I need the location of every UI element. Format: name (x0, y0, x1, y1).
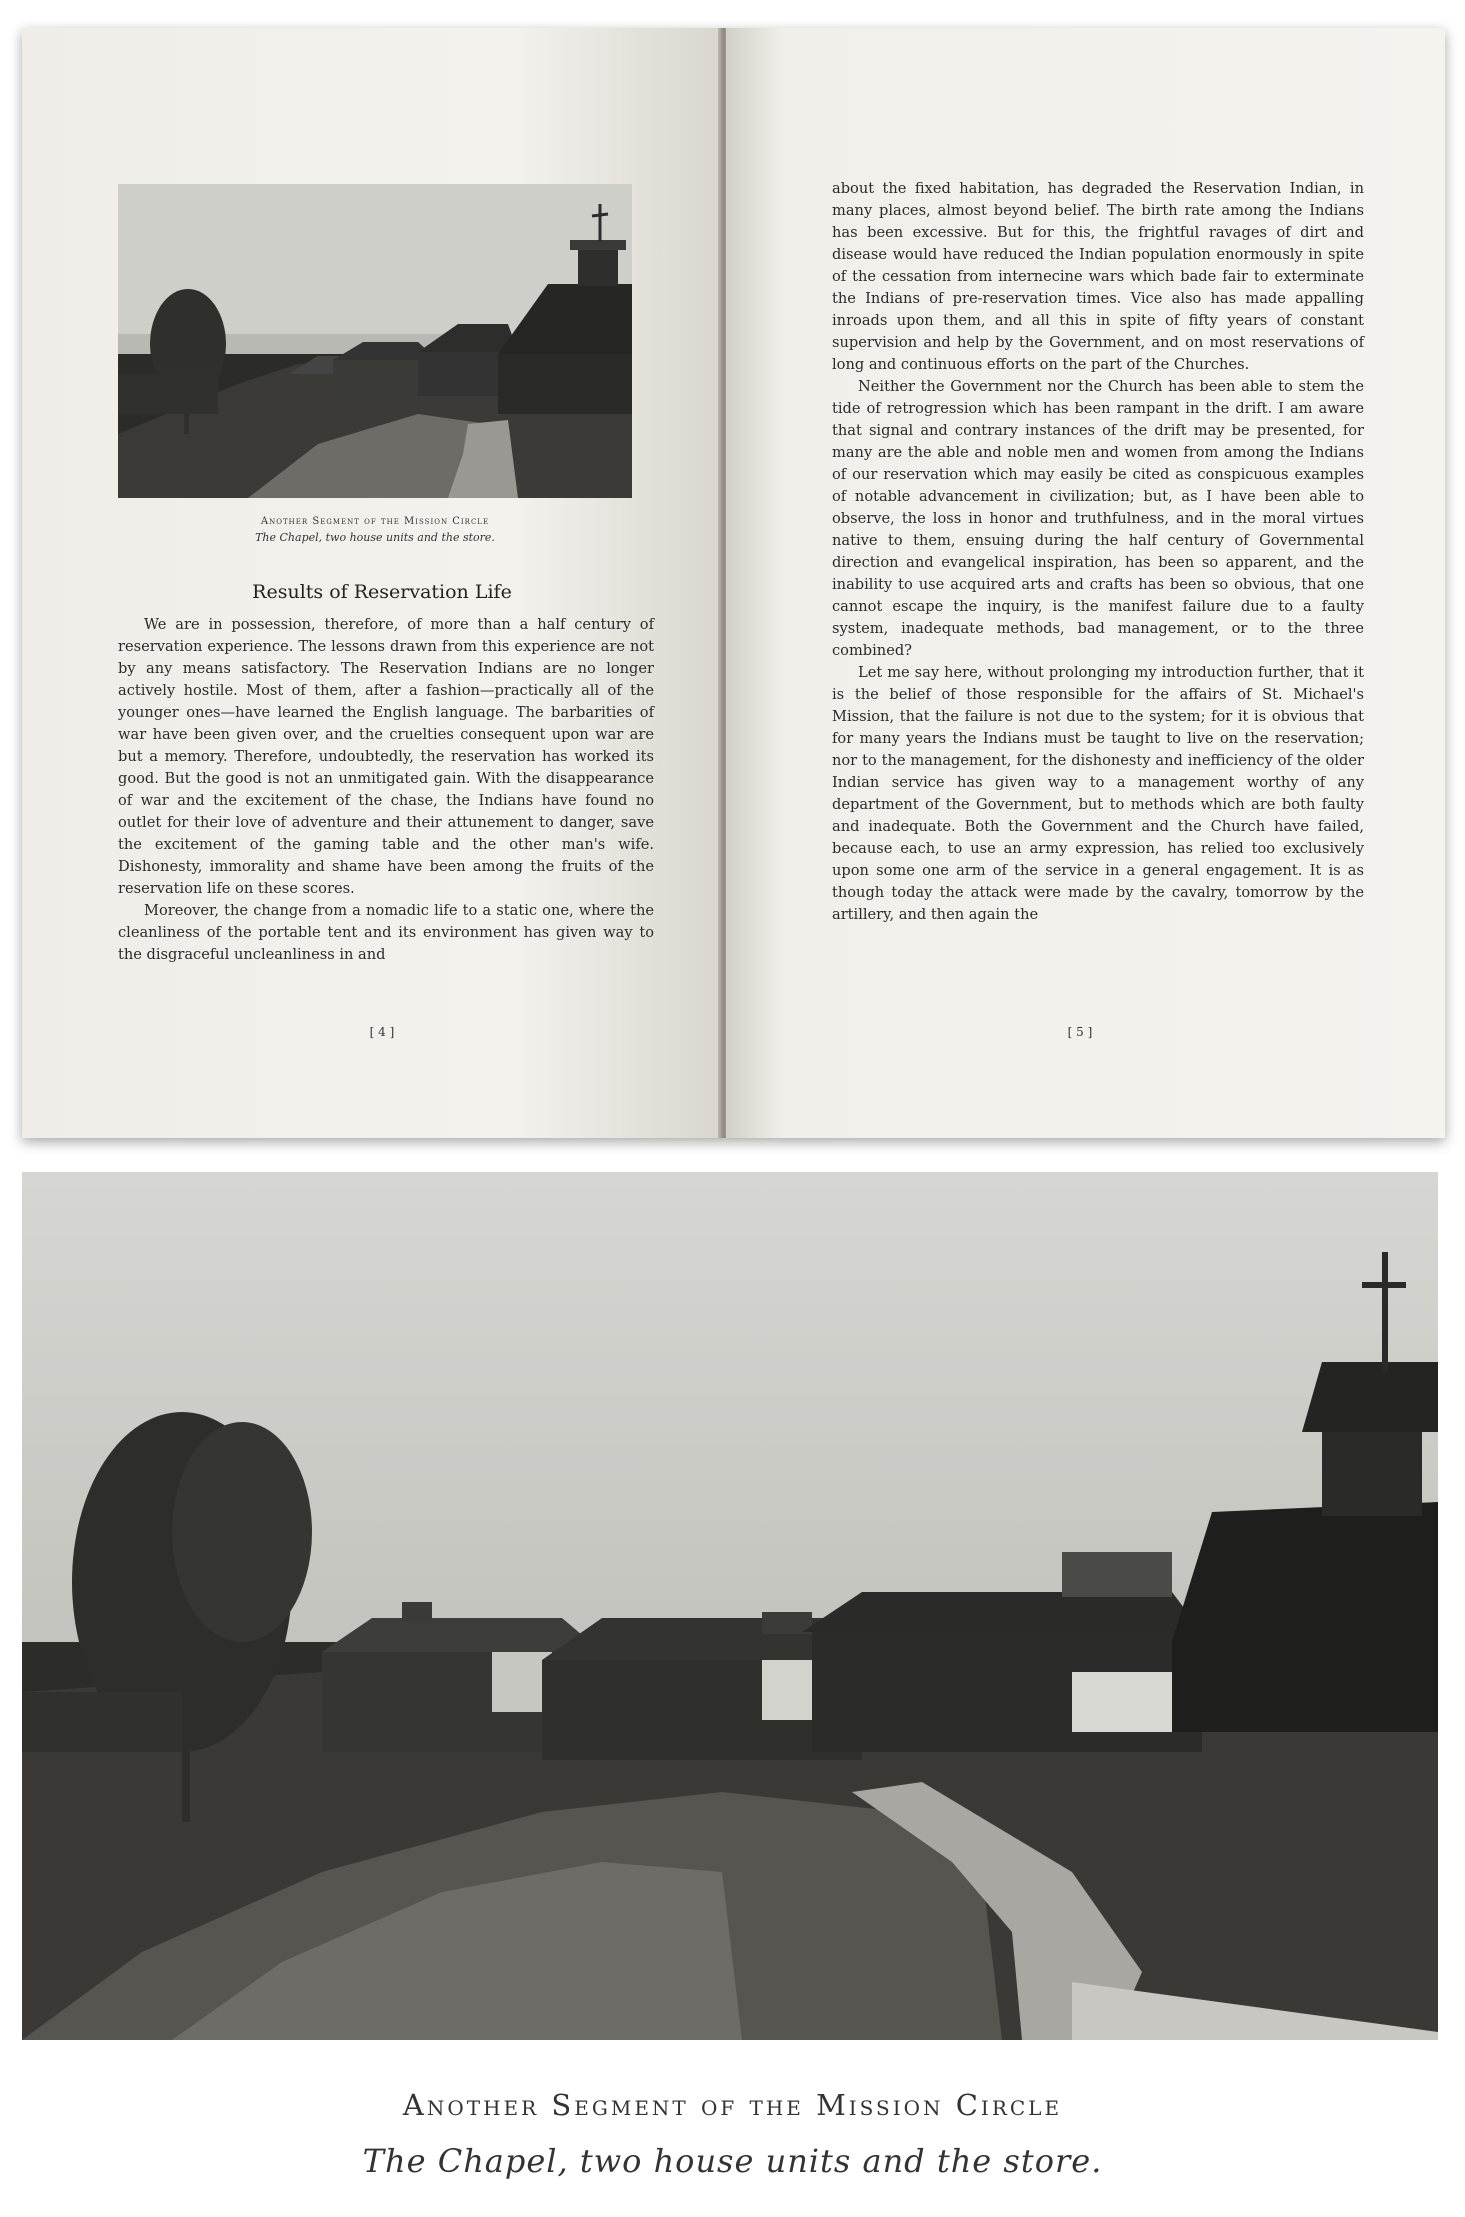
page-number-left: [ 4 ] (369, 1025, 395, 1039)
small-caption-subtitle: The Chapel, two house units and the store. (255, 531, 495, 544)
small-caption-title: Another Segment of the Mission Circle (260, 516, 490, 527)
left-page-text (118, 614, 654, 966)
left-page (22, 28, 722, 1138)
large-photo (22, 1172, 1438, 2040)
paragraph: Let me say here, without prolonging my introduction further, that it is the belief of those responsible for the affairs of St. Michael's Mission, that the failure is not due to the system; for it is obvious that for many years the Indians must be taught to live on the reservation; nor to the management, for the dishonesty and inefficiency of the older Indian service has given way to a management worthy of any department of the Government, but to methods which are both faulty and inadequate. Both the Government and the Church have failed, because each, to use an army expression, has relied too exclusively upon some one arm of the service in a general engagement. It is as though today the attack were made by the cavalry, tomorrow by the artillery, and then again the (832, 664, 1364, 923)
right-page-text (832, 178, 1364, 926)
large-caption-subtitle: The Chapel, two house units and the store. (362, 2142, 1103, 2180)
large-caption-title: Another Segment of the Mission Circle (402, 2088, 1063, 2122)
small-photo-caption (118, 516, 632, 544)
section-heading: Results of Reservation Life (252, 581, 512, 603)
small-photo (118, 184, 632, 498)
page-number-right: [ 5 ] (1067, 1025, 1093, 1039)
right-page (726, 28, 1445, 1138)
paragraph: Moreover, the change from a nomadic life to a static one, where the cleanliness of the portable tent and its environment has given way to the disgraceful uncleanliness in and (118, 902, 654, 963)
paragraph: We are in possession, therefore, of more than a half century of reservation experience. The lessons drawn from this experience are not by any means satisfactory. The Reservation Indians are no longer actively hostile. Most of them, after a fashion—practically all of the younger ones—have learned the English language. The barbarities of war have been given over, and the cruelties consequent upon war are but a memory. Therefore, undoubtedly, the reservation has worked its good. But the good is not an unmitigated gain. With the disappearance of war and the excitement of the chase, the Indians have found no outlet for their love of adventure and their attunement to danger, save the excitement of the gaming table and the other man's wife. Dishonesty, immorality and shame have been among the fruits of the reservation life on these scores. (118, 616, 654, 897)
book-spread (22, 28, 1445, 1138)
paragraph: about the fixed habitation, has degraded the Reservation Indian, in many places, almost beyond belief. The birth rate among the Indians has been excessive. But for this, the frightful ravages of dirt and disease would have reduced the Indian population enormously in spite of the cessation from internecine wars which bade fair to exterminate the Indians of pre-reservation times. Vice also has made appalling inroads upon them, and all this in spite of fifty years of constant supervision and help by the Government, and on most reservations of long and continuous efforts on the part of the Churches. (832, 180, 1364, 373)
paragraph: Neither the Government nor the Church has been able to stem the tide of retrogression which has been rampant in the drift. I am aware that signal and contrary instances of the drift may be presented, for many are the able and noble men and women from among the Indians of our reservation which may easily be cited as conspicuous examples of notable advancement in civilization; but, as I have been able to observe, the loss in honor and truthfulness, and in the moral virtues native to them, ensuing during the half century of Governmental direction and evangelical inspiration, has been so apparent, and the inability to use acquired arts and crafts has been so obvious, that one cannot escape the inquiry, is the manifest failure due to a faulty system, inadequate methods, bad management, or to the three combined? (832, 378, 1364, 659)
